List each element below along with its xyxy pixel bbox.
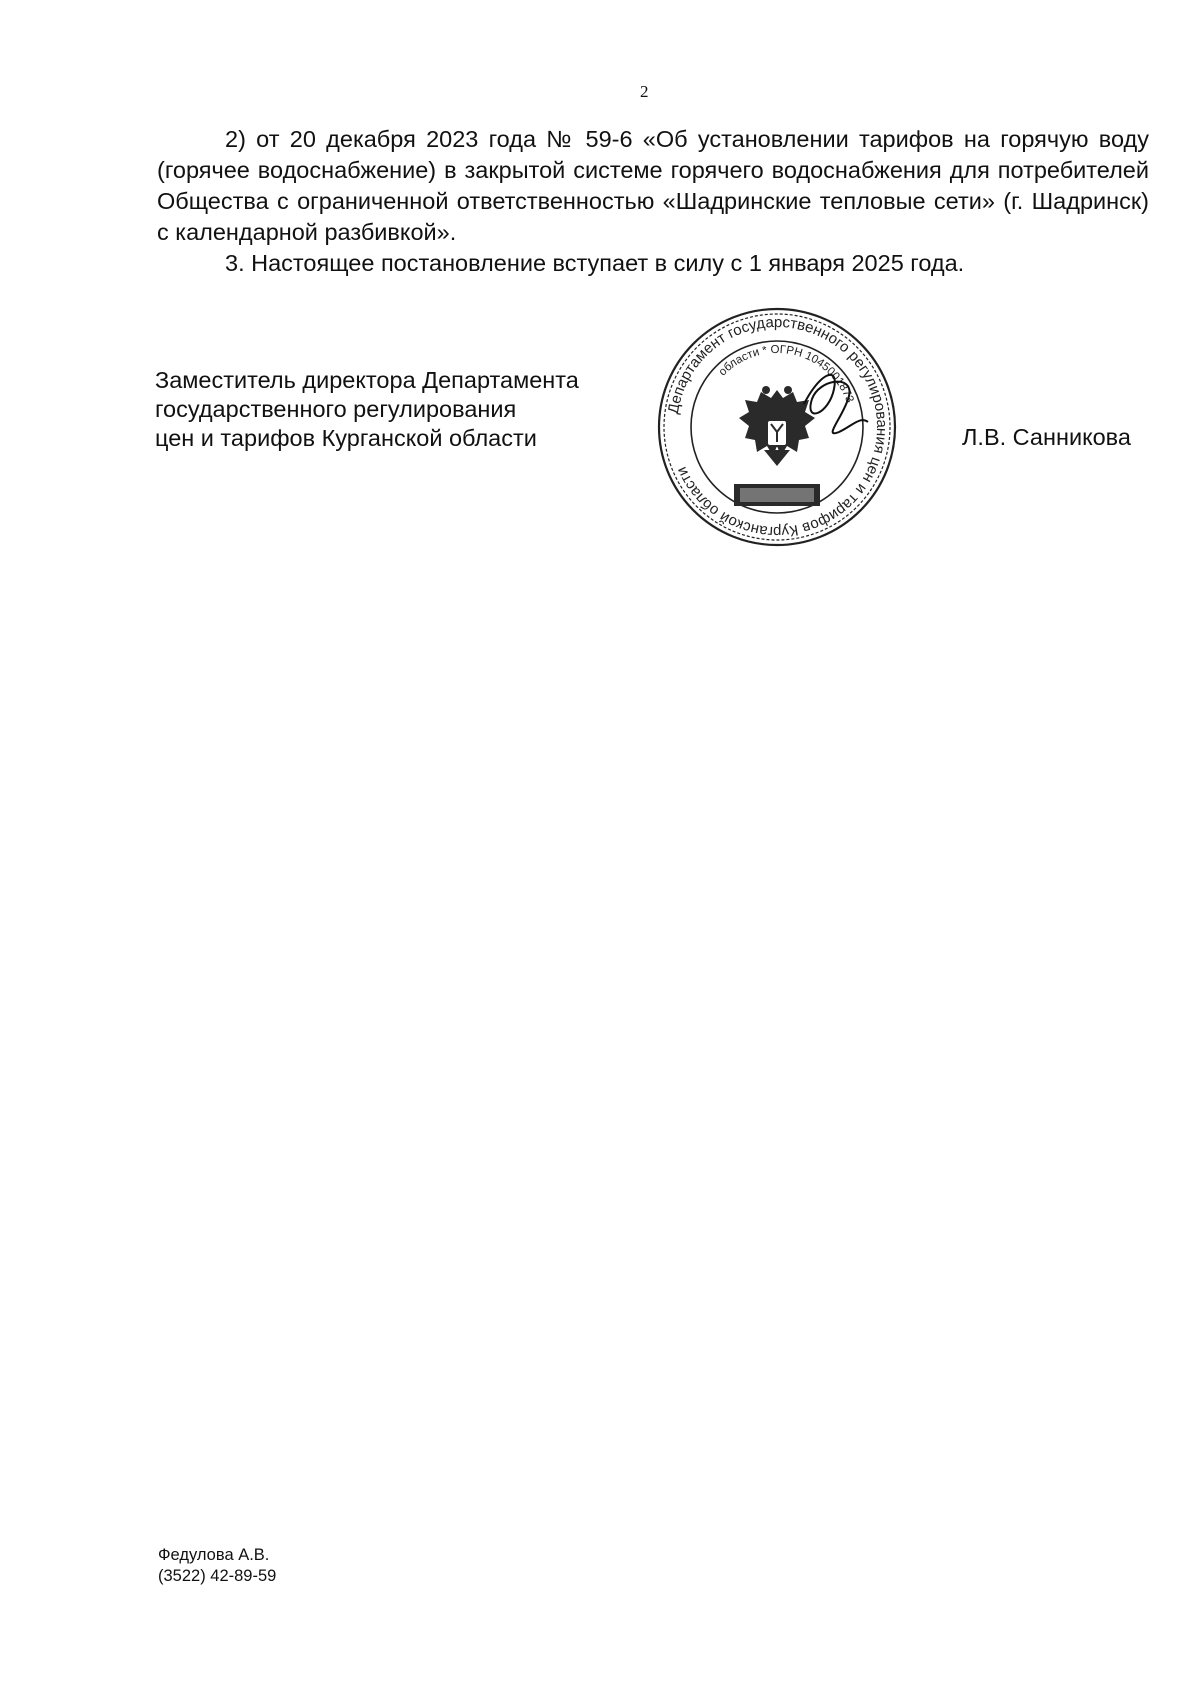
emblem-eagle-icon <box>739 386 815 466</box>
executor-block <box>158 1545 276 1587</box>
official-seal <box>654 304 900 550</box>
page-number: 2 <box>640 82 649 101</box>
executor-phone: (3522) 42-89-59 <box>158 1567 277 1585</box>
position-line-2: государственного регулирования <box>155 396 517 422</box>
executor-name: Федулова А.В. <box>158 1546 270 1564</box>
document-body <box>157 124 1149 279</box>
position-line-1: Заместитель директора Департамента <box>155 367 579 393</box>
seal-inner-text: области * ОГРН 1045001873 <box>716 343 856 405</box>
position-line-3: цен и тарифов Курганской области <box>155 425 537 451</box>
paragraph-item-3: 3. Настоящее постановление вступает в силу с 1 января 2025 года. <box>225 250 965 276</box>
paragraph-item-2: 2) от 20 декабря 2023 года № 59-6 «Об установлении тарифов на горячую воду (горячее водоснабжение) в закрытой системе горячего водоснабжения для потребителей Общества с ограниченной ответственностью «Шадринские тепловые сети» (г. Шадринск) с календарной разбивкой». <box>157 126 1149 245</box>
seal-outer-text: Департамент государственного регулирования цен и тарифов Курганской области <box>664 313 891 541</box>
signatory-position <box>155 366 579 453</box>
signatory-name: Л.В. Санникова <box>962 424 1131 450</box>
